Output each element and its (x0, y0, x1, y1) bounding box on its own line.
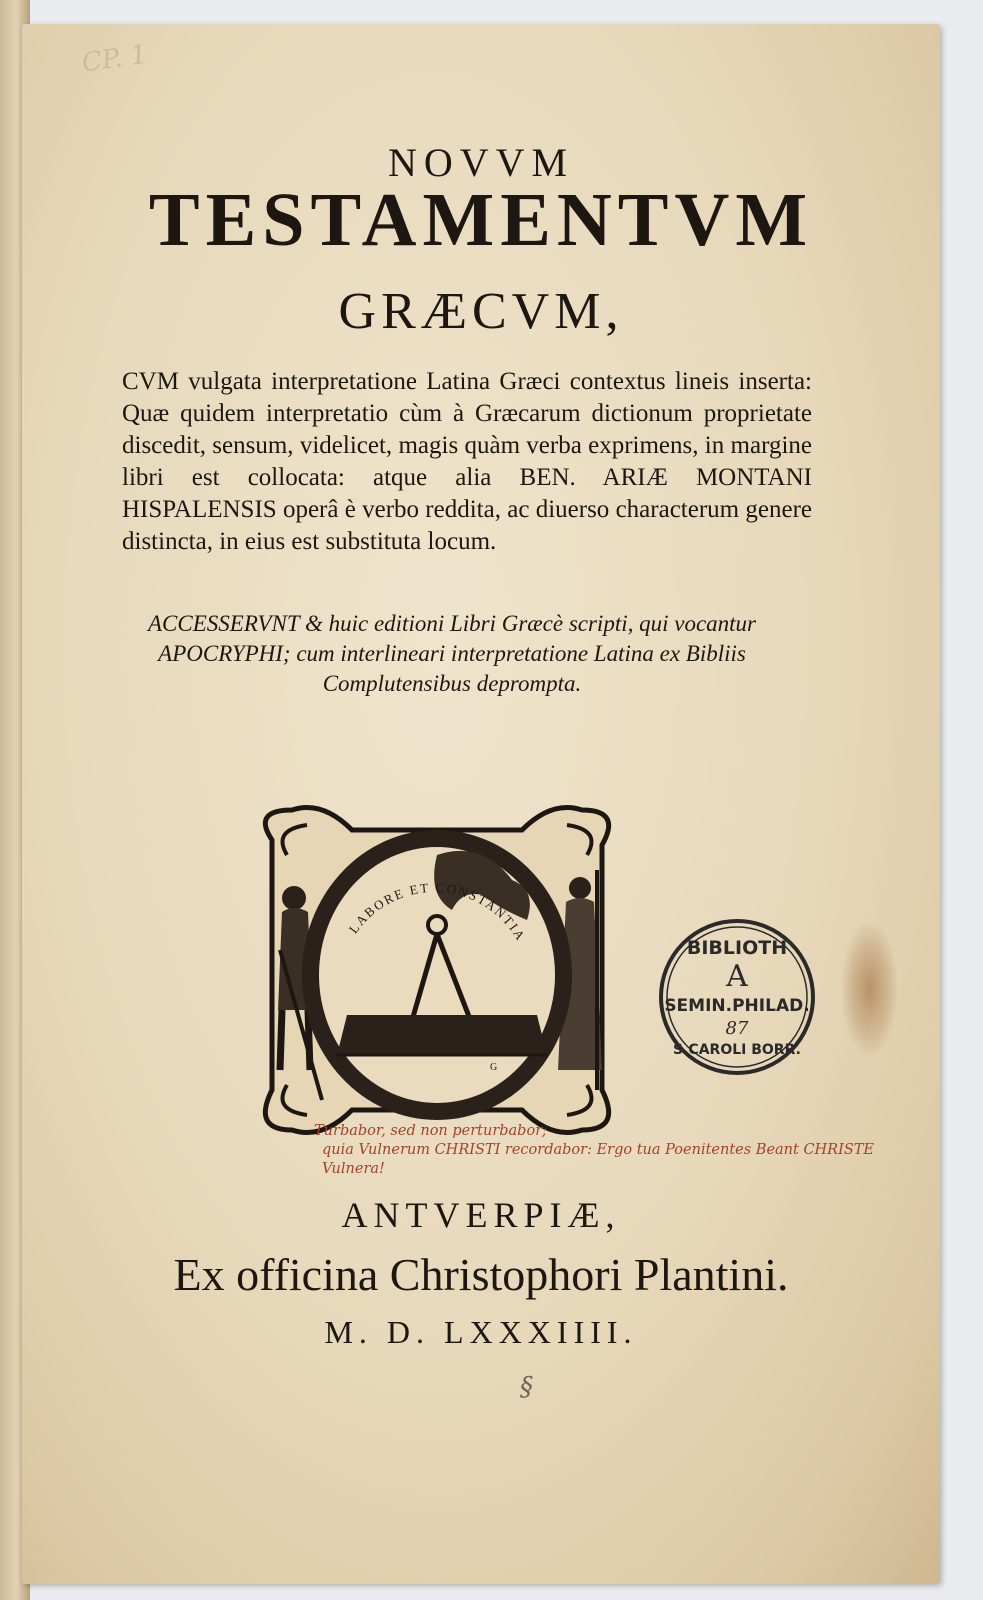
stamp-line-2: A (726, 959, 748, 994)
manuscript-inscription (314, 1122, 874, 1179)
ground-slab (337, 1015, 547, 1055)
device-initial: G (490, 1062, 498, 1073)
stamp-line-5: S.CAROLI BORR. (673, 1042, 801, 1058)
inscription-line-2: quia Vulnerum CHRISTI recordabor: Ergo tua Poenitentes Beant CHRISTE Vulnera! (322, 1142, 875, 1177)
stamp-line-4: 87 (725, 1018, 749, 1039)
title-page (22, 24, 940, 1584)
device-motto: LABORE ET CONSTANTIA (345, 879, 529, 945)
inscription-line-1: Turbabor, sed non perturbabor; (314, 1123, 548, 1139)
title-line-1: NOVVM (387, 140, 575, 185)
imprint-place: ANTVERPIÆ, (341, 1195, 621, 1235)
library-stamp (652, 912, 822, 1082)
imprint-year: M. D. LXXXIIII. (324, 1314, 638, 1350)
apocrypha-paragraph: ACCESSERVNT & huic editioni Libri Græcè scripti, qui vocantur APOCRYPHI; cum interlineari interpretatione Latina ex Bibliis Complutensibus deprompta. (147, 611, 756, 696)
stamp-line-3: SEMIN.PHILAD. (664, 996, 810, 1016)
manuscript-mark-top: CP. 1 (80, 39, 149, 79)
description-paragraph: CVM vulgata interpretatione Latina Græci contextus lineis inserta: Quæ quidem interpretatio cùm à Græcarum dictionum proprietate discedit, sensum, videlicet, magis quàm verba exprimens, in margine libri est collocata: atque alia BEN. ARIÆ MONTANI HISPALENSIS operâ è verbo reddita, ac diuerso characterum genere distincta, in eius est substituta locum. (122, 368, 812, 555)
foxing-stain (842, 924, 897, 1054)
stamp-line-1: BIBLIOTH (686, 937, 788, 959)
manuscript-mark-bottom: § (520, 1372, 533, 1402)
printers-device-woodcut (252, 800, 622, 1140)
title-line-2: TESTAMENTVM (148, 178, 814, 262)
imprint-printer: Ex officina Christophori Plantini. (173, 1249, 789, 1300)
title-line-3: GRÆCVM, (338, 283, 624, 340)
